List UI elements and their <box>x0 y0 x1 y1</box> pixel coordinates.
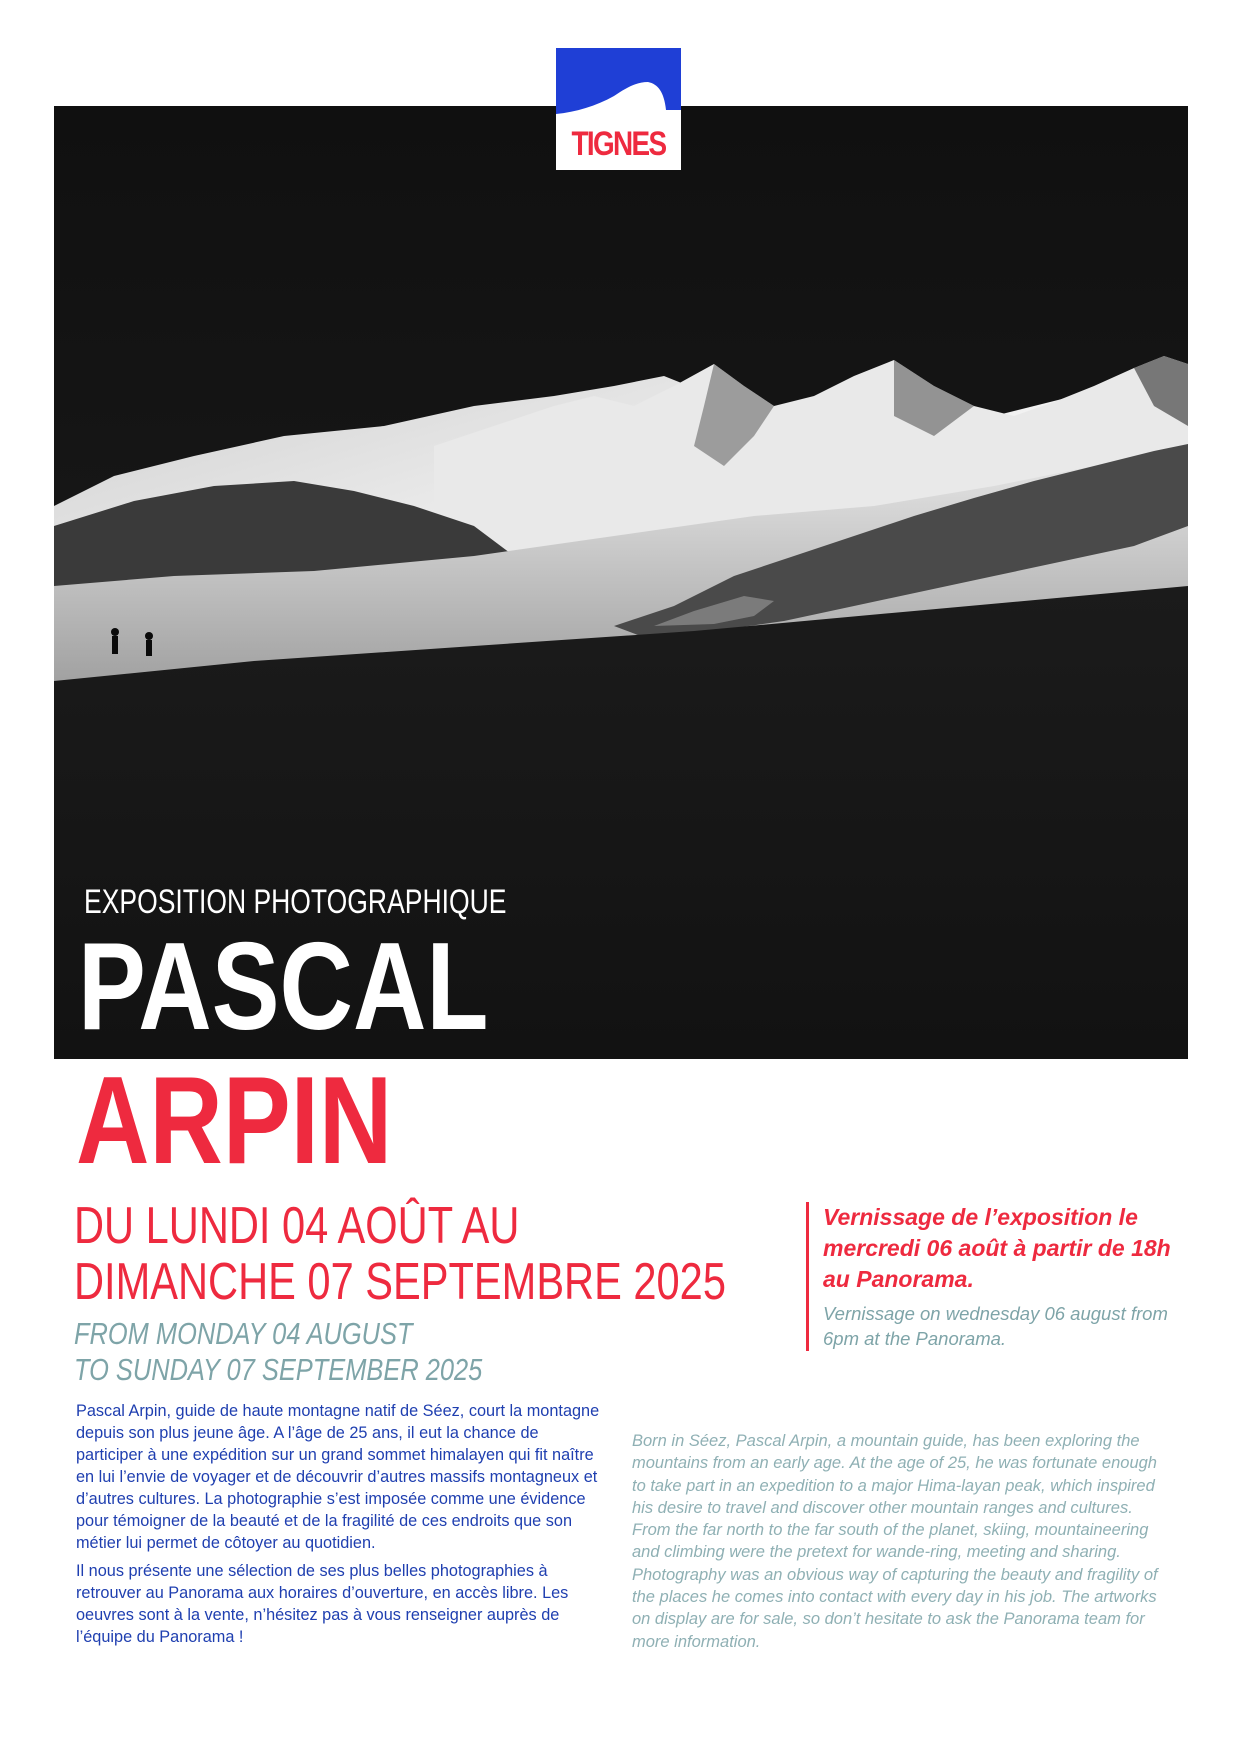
vernissage-english: Vernissage on wednesday 06 august from 6pm at the Panorama. <box>823 1303 1168 1349</box>
artist-last-name: ARPIN <box>76 1052 393 1190</box>
dates-english <box>74 1316 482 1388</box>
exposition-label: EXPOSITION PHOTOGRAPHIQUE <box>84 883 507 921</box>
vernissage-block <box>806 1202 1203 1351</box>
dates-english-line1: FROM MONDAY 04 AUGUST <box>74 1316 413 1351</box>
tignes-logo <box>556 48 681 170</box>
description-french-paragraph-1: Pascal Arpin, guide de haute montagne natif de Séez, court la montagne depuis son plus jeune âge. A l’âge de 25 ans, il eut la chance de participer à une expédition sur un grand sommet himalayen qui fit naître en lui l’envie de voyager et de découvrir d’autres massifs montagneux et d’autres cultures. La photographie s’est imposée comme une évidence pour témoigner de la beauté et de la fragilité de ces endroits que son métier lui permet de côtoyer au quotidien. <box>76 1402 600 1552</box>
vernissage-french: Vernissage de l’exposition le mercredi 06 août à partir de 18h au Panorama. <box>823 1204 1171 1292</box>
description-english-paragraph-1: Born in Séez, Pascal Arpin, a mountain guide, has been exploring the mountains from an early age. At the age of 25, he was fortunate enough to take part in an expedition to a major Hima-layan peak, which inspired his desire to travel and discover other mountain ranges and cultures. From the far north to the far south of the planet, skiing, mountaineering and climbing were the pretext for wande-ring, meeting and sharing. Photography was an obvious way of capturing the beauty and fragility of the places he comes into contact with every day in his job. The artworks on display are for sale, so don’t hesitate to ask the Panorama team for more information. <box>632 1432 1158 1651</box>
description-english <box>632 1430 1172 1653</box>
description-french-paragraph-2: Il nous présente une sélection de ses plus belles photographies à retrouver au Panorama aux horaires d’ouverture, en accès libre. Les oeuvres sont à la vente, n’hésitez pas à vous renseigner auprès de l’équipe du Panorama ! <box>76 1562 569 1646</box>
dates-french <box>74 1198 726 1310</box>
dates-french-line2: DIMANCHE 07 SEPTEMBRE 2025 <box>74 1253 726 1311</box>
dates-english-line2: TO SUNDAY 07 SEPTEMBER 2025 <box>74 1352 483 1387</box>
logo-text: TIGNES <box>571 125 666 163</box>
dates-french-line1: DU LUNDI 04 AOÛT AU <box>74 1197 520 1255</box>
description-french <box>76 1400 606 1654</box>
artist-first-name: PASCAL <box>78 918 489 1056</box>
